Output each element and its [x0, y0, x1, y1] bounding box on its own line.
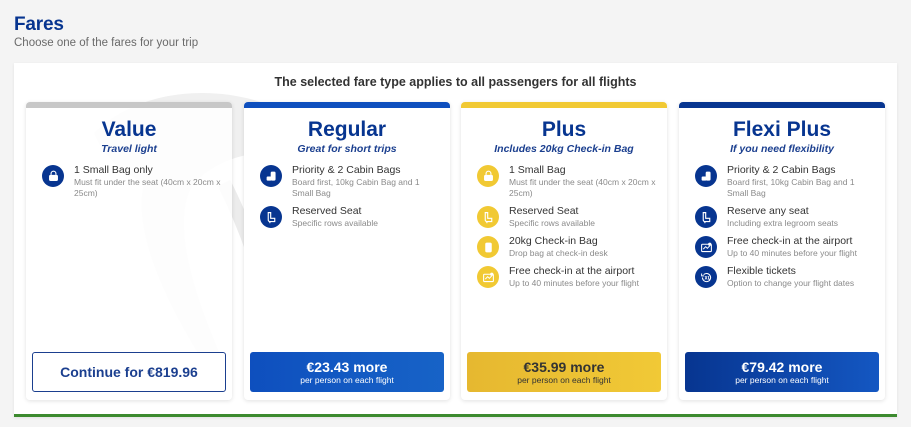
fare-feature [477, 164, 659, 199]
seat-icon [260, 206, 282, 228]
fare-tagline: Great for short trips [297, 143, 397, 155]
feature-title: Reserve any seat [727, 205, 809, 217]
seat-icon [695, 206, 717, 228]
fare-color-bar [461, 102, 667, 108]
select-plus-button[interactable] [467, 352, 661, 392]
feature-title: Priority & 2 Cabin Bags [727, 164, 836, 176]
page-subtitle: Choose one of the fares for your trip [14, 37, 199, 49]
airport-checkin-icon [477, 266, 499, 288]
feature-subtitle: Up to 40 minutes before your flight [727, 248, 857, 258]
fare-feature [477, 205, 659, 229]
small-bag-icon [42, 165, 64, 187]
fare-feature [477, 235, 659, 259]
button-subtext: per person on each flight [735, 374, 829, 385]
button-price: €79.42 more [741, 358, 823, 375]
fare-feature [695, 164, 877, 199]
fare-notice: The selected fare type applies to all passengers for all flights [274, 75, 637, 89]
page-title: Fares [14, 14, 64, 35]
feature-subtitle: Must fit under the seat (40cm x 20cm x 25cm) [509, 177, 656, 198]
feature-subtitle: Up to 40 minutes before your flight [509, 278, 639, 288]
feature-subtitle: Specific rows available [292, 218, 378, 228]
select-regular-button[interactable] [250, 352, 444, 392]
feature-subtitle: Board first, 10kg Cabin Bag and 1 Small Bag [727, 177, 855, 198]
feature-subtitle: Specific rows available [509, 218, 595, 228]
svg-text:XL: XL [703, 275, 710, 281]
fare-feature [695, 265, 877, 289]
fare-color-bar [26, 102, 232, 108]
priority-bags-icon [695, 165, 717, 187]
fare-card-regular [244, 102, 450, 400]
checkin-bag-icon [477, 236, 499, 258]
fare-tagline: Travel light [101, 143, 157, 155]
feature-title: Reserved Seat [509, 205, 579, 217]
fares-panel [14, 63, 897, 417]
select-flexi-plus-button[interactable] [685, 352, 879, 392]
fare-feature [477, 265, 659, 289]
fare-feature [260, 205, 442, 229]
small-bag-icon [477, 165, 499, 187]
feature-title: 20kg Check-in Bag [509, 235, 598, 247]
fare-feature [695, 235, 877, 259]
seat-icon [477, 206, 499, 228]
feature-title: Priority & 2 Cabin Bags [292, 164, 401, 176]
fare-feature [42, 164, 224, 199]
flexible-ticket-icon [695, 266, 717, 288]
fare-color-bar [244, 102, 450, 108]
button-label: Continue for €819.96 [60, 364, 198, 380]
feature-subtitle: Board first, 10kg Cabin Bag and 1 Small Bag [292, 177, 420, 198]
feature-title: 1 Small Bag only [74, 164, 153, 176]
feature-title: 1 Small Bag [509, 164, 566, 176]
feature-title: Free check-in at the airport [727, 235, 853, 247]
fare-name: Plus [541, 118, 587, 141]
fare-tagline: Includes 20kg Check-in Bag [494, 143, 634, 155]
fare-feature [695, 205, 877, 229]
button-price: €35.99 more [523, 358, 605, 375]
fare-card-value [26, 102, 232, 400]
fare-name: Value [101, 118, 157, 141]
fare-name: Flexi Plus [732, 118, 832, 141]
fare-name: Regular [307, 118, 387, 141]
fare-tagline: If you need flexibility [730, 143, 834, 155]
priority-bags-icon [260, 165, 282, 187]
continue-value-button[interactable] [32, 352, 226, 392]
button-subtext: per person on each flight [517, 374, 611, 385]
button-price: €23.43 more [306, 358, 388, 375]
feature-title: Flexible tickets [727, 265, 796, 277]
airport-checkin-icon [695, 236, 717, 258]
feature-subtitle: Including extra legroom seats [727, 218, 839, 228]
feature-subtitle: Drop bag at check-in desk [509, 248, 608, 258]
button-subtext: per person on each flight [300, 374, 394, 385]
feature-title: Free check-in at the airport [509, 265, 635, 277]
fare-color-bar [679, 102, 885, 108]
feature-subtitle: Option to change your flight dates [727, 278, 855, 288]
feature-title: Reserved Seat [292, 205, 362, 217]
feature-subtitle: Must fit under the seat (40cm x 20cm x 25cm) [74, 177, 221, 198]
fare-card-flexi-plus [679, 102, 885, 400]
fare-card-plus [461, 102, 667, 400]
fare-feature [260, 164, 442, 199]
